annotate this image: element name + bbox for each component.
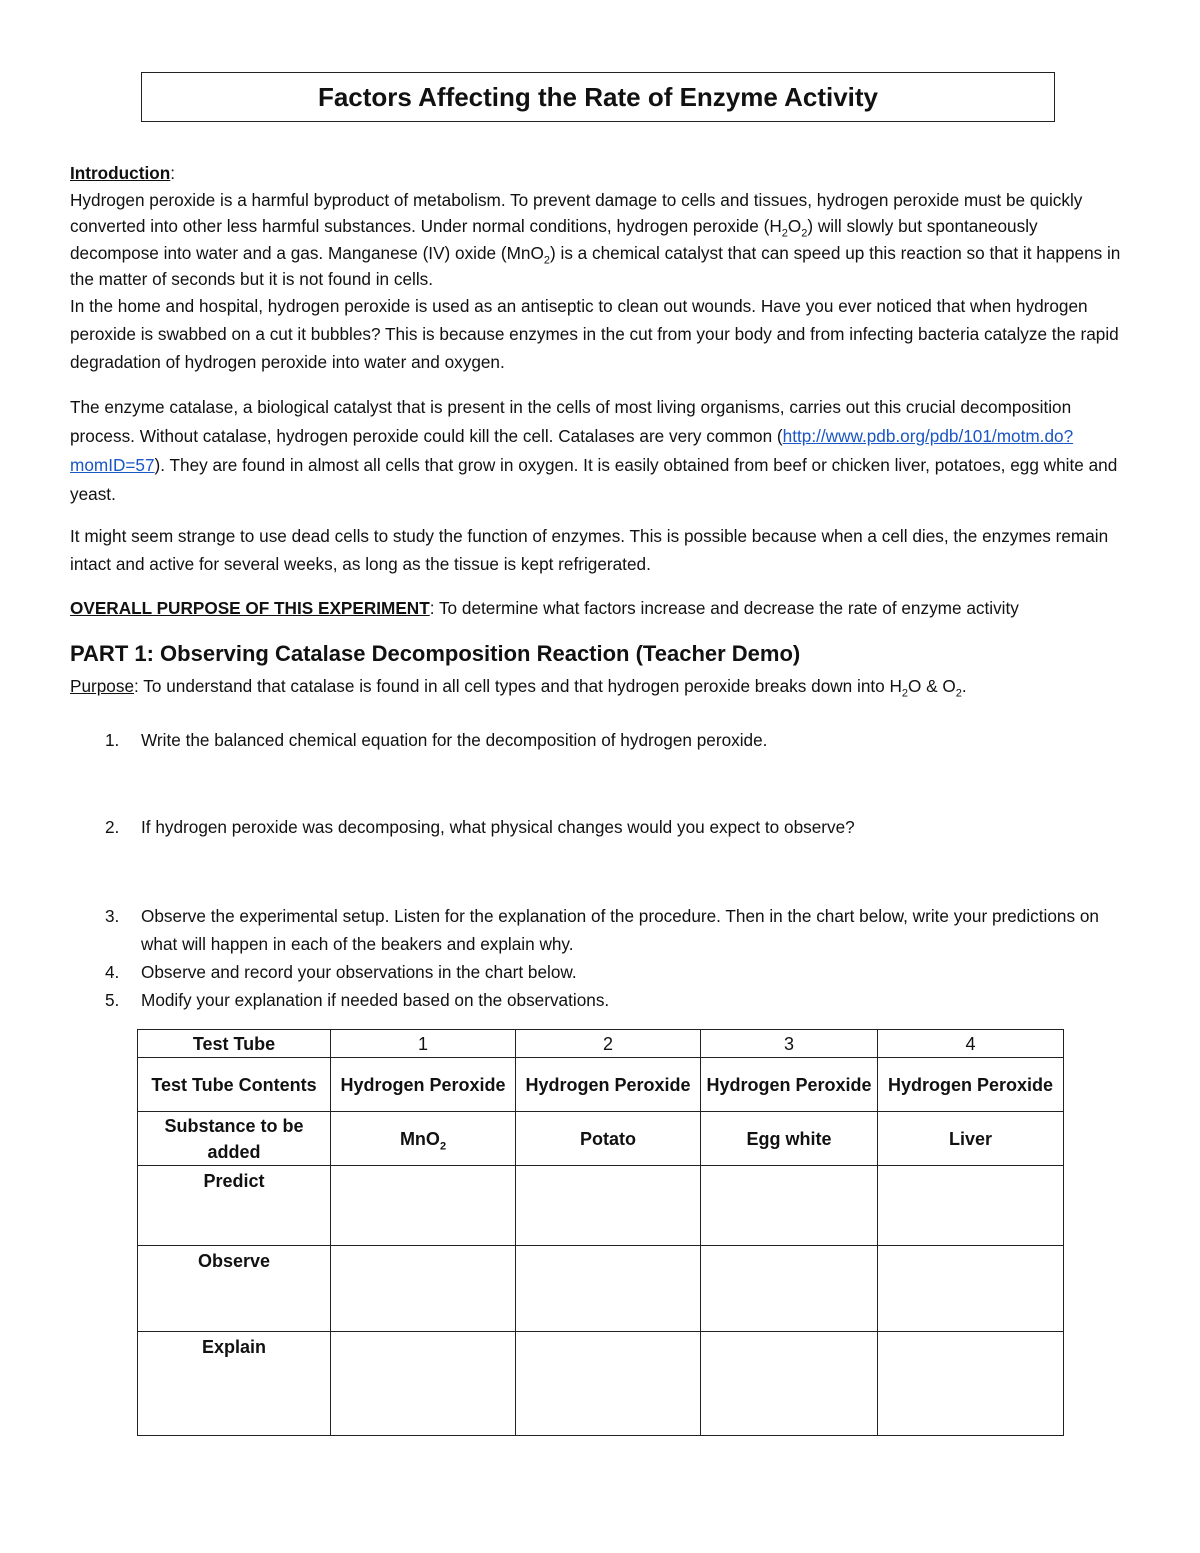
overall-purpose: OVERALL PURPOSE OF THIS EXPERIMENT: To determine what factors increase and decrease the rate of enzyme activity [70,598,1019,618]
table-row [138,1166,1064,1246]
predict-answer-cell[interactable] [516,1166,701,1246]
contents-cell: Hydrogen Peroxide [878,1058,1064,1112]
observation-chart [137,1029,1064,1436]
step-2: 2. If hydrogen peroxide was decomposing, what physical changes would you expect to observe? [105,817,855,837]
tube-number-cell: 3 [701,1030,878,1058]
substance-cell: Potato [516,1112,701,1166]
step-4: 4. Observe and record your observations in the chart below. [105,962,577,982]
step-1-text: Write the balanced chemical equation for the decomposition of hydrogen peroxide. [141,730,768,750]
page-title: Factors Affecting the Rate of Enzyme Activity [141,72,1055,122]
explain-answer-cell[interactable] [331,1332,516,1436]
tube-number-cell: 2 [516,1030,701,1058]
table-row [138,1246,1064,1332]
tube-number-cell: 4 [878,1030,1064,1058]
introduction-paragraph-1: Introduction: Hydrogen peroxide is a harmful byproduct of metabolism. To prevent damage to cells and tissues, hydrogen peroxide must be quickly converted into other less harmful substances. Under normal conditions, hydrogen peroxide $(H_2O_2)$ will slowly but spontaneously decompose into water and a gas. Manganese (IV) oxide (MnO$_2$) is a chemical catalyst that can speed up this reaction so that it happens in the matter of seconds but it is not found in cells. [70,163,1121,289]
tube-number-cell: 1 [331,1030,516,1058]
substance-cell: MnO$_2$ [331,1112,516,1166]
observe-answer-cell[interactable] [701,1246,878,1332]
introduction-paragraph-3: The enzyme catalase, a biological catalyst that is present in the cells of most living organisms, carries out this crucial decomposition process. Without catalase, hydrogen peroxide could kill the cell. Catalases are very common (http://www.pdb.org/pdb/101/motm.do?momID=57). They are found in almost all cells that grow in oxygen. It is easily obtained from beef or chicken liver, potatoes, egg white and yeast. [70,397,1118,504]
table-row [138,1112,1064,1166]
table-row [138,1332,1064,1436]
predict-answer-cell[interactable] [701,1166,878,1246]
contents-cell: Hydrogen Peroxide [331,1058,516,1112]
observe-answer-cell[interactable] [516,1246,701,1332]
step-2-text: If hydrogen peroxide was decomposing, what physical changes would you expect to observe? [141,817,855,837]
predict-answer-cell[interactable] [331,1166,516,1246]
step-3-text: Observe the experimental setup. Listen for the explanation of the procedure. Then in the chart below, write your predictions on what will happen in each of the beakers and explain why. [141,906,1099,954]
step-5: 5. Modify your explanation if needed based on the observations. [105,990,610,1010]
row-label-test-tube: Test Tube [138,1030,331,1058]
step-1: 1. Write the balanced chemical equation for the decomposition of hydrogen peroxide. [105,730,768,750]
row-label-contents: Test Tube Contents [138,1058,331,1112]
contents-cell: Hydrogen Peroxide [701,1058,878,1112]
explain-answer-cell[interactable] [516,1332,701,1436]
step-5-text: Modify your explanation if needed based on the observations. [141,990,610,1010]
row-label-explain: Explain [138,1332,331,1436]
table-row [138,1058,1064,1112]
substance-cell: Egg white [701,1112,878,1166]
step-3: 3. Observe the experimental setup. Listen for the explanation of the procedure. Then in the chart below, write your predictions on what will happen in each of the beakers and explain why. [105,906,1099,954]
table-row [138,1030,1064,1058]
explain-answer-cell[interactable] [701,1332,878,1436]
observe-answer-cell[interactable] [878,1246,1064,1332]
row-label-observe: Observe [138,1246,331,1332]
row-label-predict: Predict [138,1166,331,1246]
explain-answer-cell[interactable] [878,1332,1064,1436]
step-4-text: Observe and record your observations in the chart below. [141,962,577,982]
overall-purpose-label: OVERALL PURPOSE OF THIS EXPERIMENT [70,598,430,618]
part1-purpose-label: Purpose [70,676,135,696]
introduction-paragraph-4: It might seem strange to use dead cells to study the function of enzymes. This is possible because when a cell dies, the enzymes remain intact and active for several weeks, as long as the tissue is kept refrigerated. [70,526,1109,574]
part1-heading: PART 1: Observing Catalase Decomposition Reaction (Teacher Demo) [70,641,801,666]
steps-3-5 [70,902,1130,1014]
substance-cell: Liver [878,1112,1064,1166]
introduction-paragraph-2: In the home and hospital, hydrogen peroxide is used as an antiseptic to clean out wounds. Have you ever noticed that when hydrogen peroxide is swabbed on a cut it bubbles? This is because enzymes in the cut from your body and from infecting bacteria catalyze the rapid degradation of hydrogen peroxide into water and oxygen. [70,296,1119,372]
predict-answer-cell[interactable] [878,1166,1064,1246]
observe-answer-cell[interactable] [331,1246,516,1332]
part1-purpose: Purpose: To understand that catalase is found in all cell types and that hydrogen peroxide breaks down into $H_2O$ & $O_2$. [70,676,967,700]
introduction-heading: Introduction [70,163,171,183]
pdb-link[interactable]: http://www.pdb.org/pdb/101/motm.do?momID=57 [70,426,1074,475]
contents-cell: Hydrogen Peroxide [516,1058,701,1112]
row-label-substance: Substance to be added [138,1112,331,1166]
